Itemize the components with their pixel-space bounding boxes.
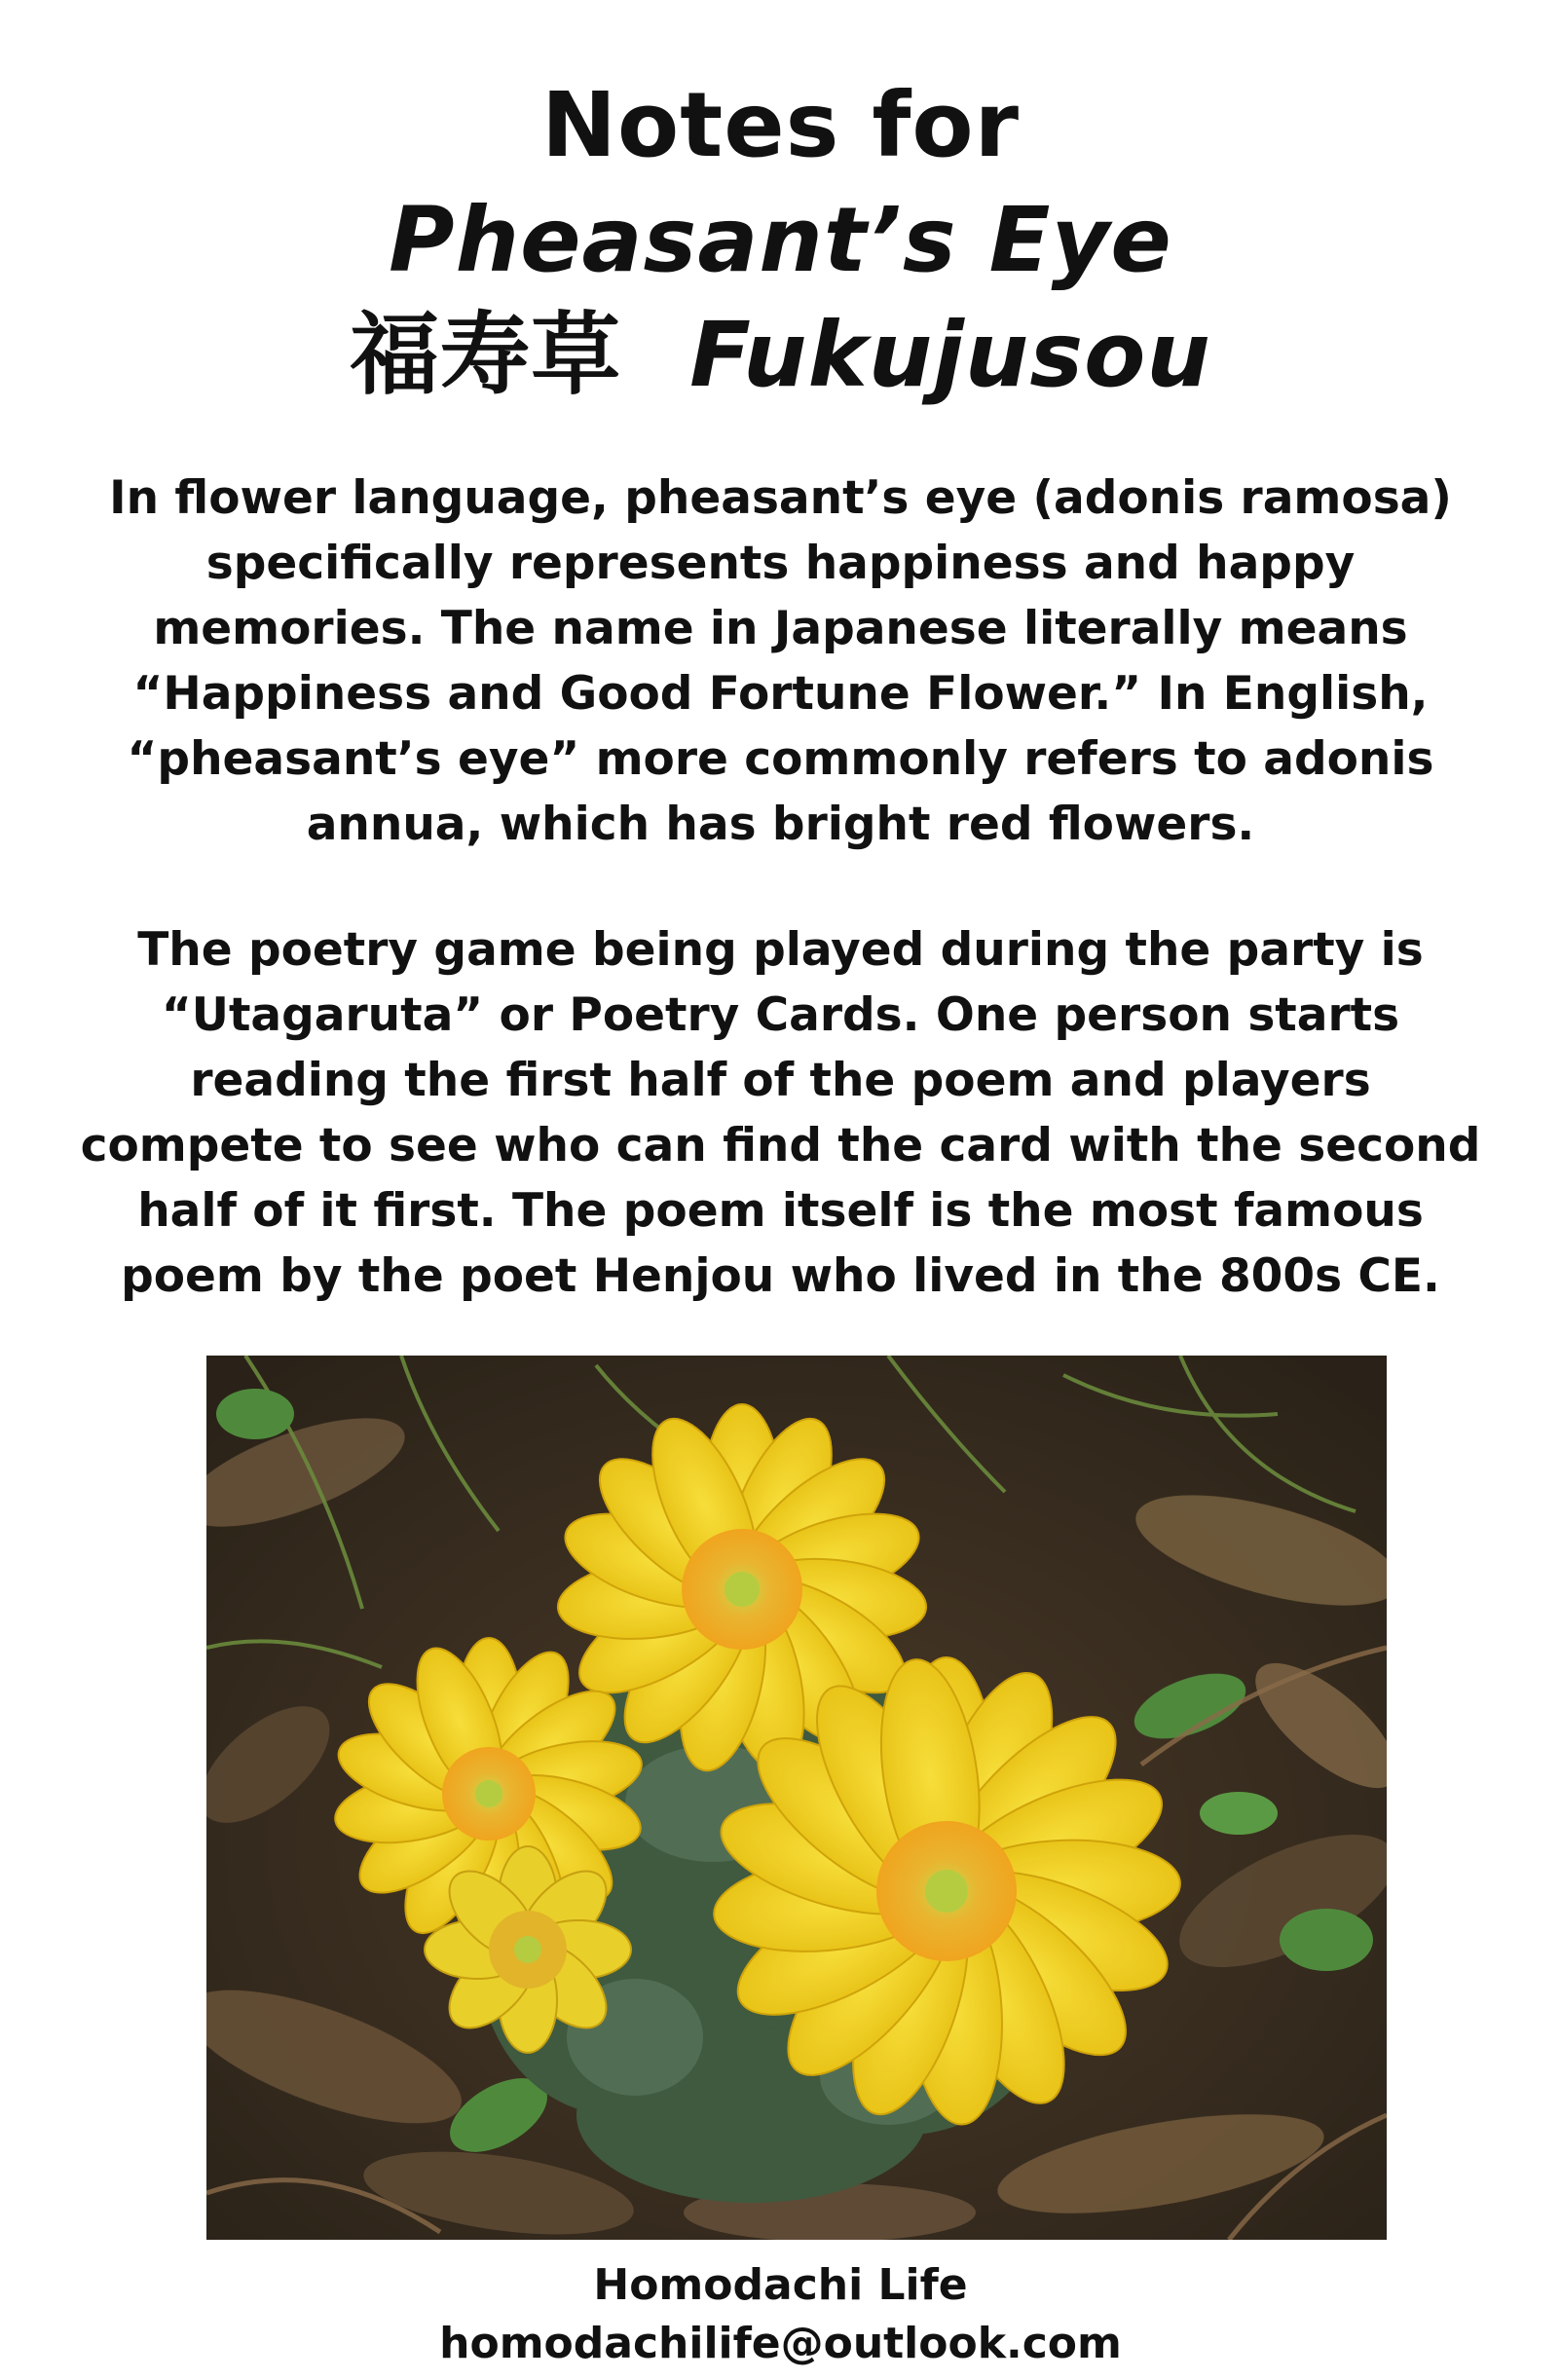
title-romaji: Fukujusou: [689, 303, 1211, 407]
pheasants-eye-photo: [206, 1356, 1387, 2240]
flower-language-paragraph: In flower language, pheasant’s eye (adonis ramosa) specifically represents happiness and happy memories. The name in Japanese literally means “Happiness and Good Fortune Flower.” In English, “pheasant’s eye” more commonly refers to adonis annua, which has bright red flowers.: [109, 471, 1452, 851]
title-line-flower-name: Pheasant’s Eye: [389, 188, 1172, 292]
title-block: [0, 68, 1561, 413]
title-kanji: 福寿草: [350, 303, 622, 407]
flower-bud: [425, 1846, 631, 2053]
title-line-notes: Notes for: [541, 73, 1020, 177]
footer-name: Homodachi Life: [593, 2260, 968, 2310]
title-line-japanese: [0, 298, 1561, 413]
footer-email[interactable]: homodachilife@outlook.com: [439, 2319, 1122, 2368]
poetry-game-paragraph: The poetry game being played during the party is “Utagaruta” or Poetry Cards. One person starts reading the first half of the poem and players compete to see who can find the card with the second half of it first. The poem itself is the most famous poem by the poet Henjou who lived in the 800s CE.: [80, 923, 1481, 1303]
